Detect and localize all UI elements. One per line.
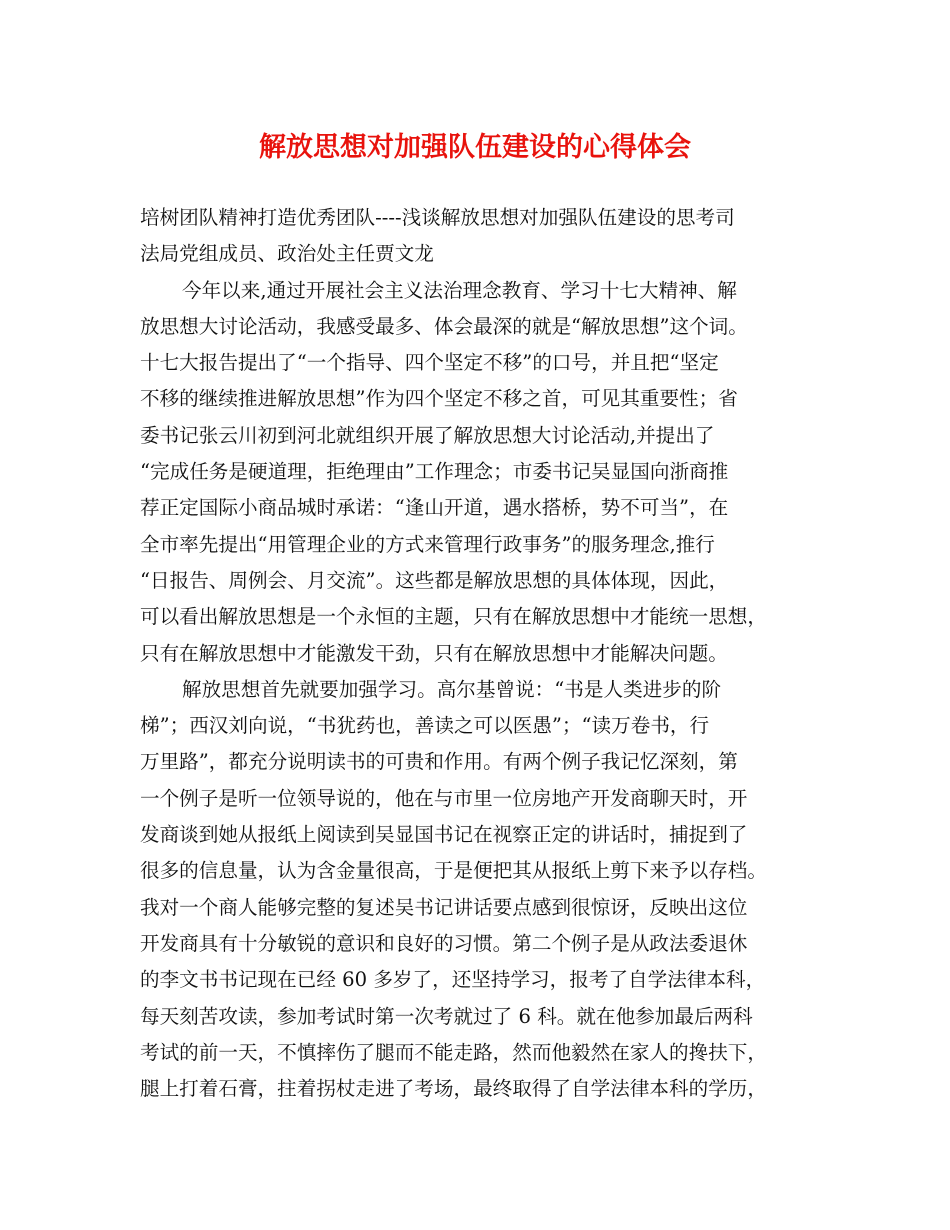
body-line: 梯”；西汉刘向说，“书犹药也，善读之可以医愚”；“读万卷书，行: [140, 714, 710, 738]
document-title: 解放思想对加强队伍建设的心得体会: [259, 132, 691, 163]
paragraph-start-line: 今年以来,通过开展社会主义法治理念教育、学习十七大精神、解: [182, 278, 737, 302]
body-line: 腿上打着石膏，拄着拐杖走进了考场，最终取得了自学法律本科的学历，: [140, 1077, 767, 1101]
body-line: 万里路”，都充分说明读书的可贵和作用。有两个例子我记忆深刻，第: [140, 750, 738, 774]
body-line: “日报告、周例会、月交流”。这些都是解放思想的具体体现，因此，: [140, 568, 729, 592]
body-line: 考试的前一天，不慎摔伤了腿而不能走路，然而他毅然在家人的搀扶下，: [140, 1040, 767, 1064]
body-line: 全市率先提出“用管理企业的方式来管理行政事务”的服务理念,推行: [140, 532, 715, 556]
body-line: 委书记张云川初到河北就组织开展了解放思想大讨论活动,并提出了: [140, 423, 715, 447]
body-line: 开发商具有十分敏锐的意识和良好的习惯。第二个例子是从政法委退休: [140, 931, 748, 955]
body-line: 放思想大讨论活动，我感受最多、体会最深的就是“解放思想”这个词。: [140, 314, 748, 338]
body-line: 一个例子是听一位领导说的，他在与市里一位房地产开发商聊天时，开: [140, 786, 748, 810]
body-line: 发商谈到她从报纸上阅读到吴显国书记在视察正定的讲话时，捕捉到了: [140, 823, 748, 847]
body-line: 不移的继续推进解放思想”作为四个坚定不移之首，可见其重要性；省: [140, 387, 738, 411]
body-line: 只有在解放思想中才能激发干劲，只有在解放思想中才能解决问题。: [140, 641, 728, 665]
body-line: 可以看出解放思想是一个永恒的主题，只有在解放思想中才能统一思想，: [140, 605, 767, 629]
body-line: 十七大报告提出了“一个指导、四个坚定不移”的口号，并且把“坚定: [140, 351, 719, 375]
body-line: 荐正定国际小商品城时承诺：“逢山开道，遇水搭桥，势不可当”，在: [140, 496, 729, 520]
body-line: 每天刻苦攻读，参加考试时第一次考就过了 6 科。就在他参加最后两科: [140, 1004, 753, 1028]
document-body: [140, 200, 825, 1107]
body-line: 法局党组成员、政治处主任贾文龙: [140, 242, 434, 266]
body-line: 很多的信息量，认为含金量很高，于是便把其从报纸上剪下来予以存档。: [140, 859, 767, 883]
paragraph-start-line: 解放思想首先就要加强学习。高尔基曾说：“书是人类进步的阶: [182, 677, 722, 701]
body-line: 培树团队精神打造优秀团队----浅谈解放思想对加强队伍建设的思考司: [140, 206, 735, 229]
body-line: 我对一个商人能够完整的复述吴书记讲话要点感到很惊讶，反映出这位: [140, 895, 748, 919]
body-line: “完成任务是硬道理，拒绝理由”工作理念；市委书记吴显国向浙商推: [140, 460, 729, 484]
body-line: 的李文书书记现在已经 60 多岁了，还坚持学习，报考了自学法律本科，: [140, 968, 766, 992]
